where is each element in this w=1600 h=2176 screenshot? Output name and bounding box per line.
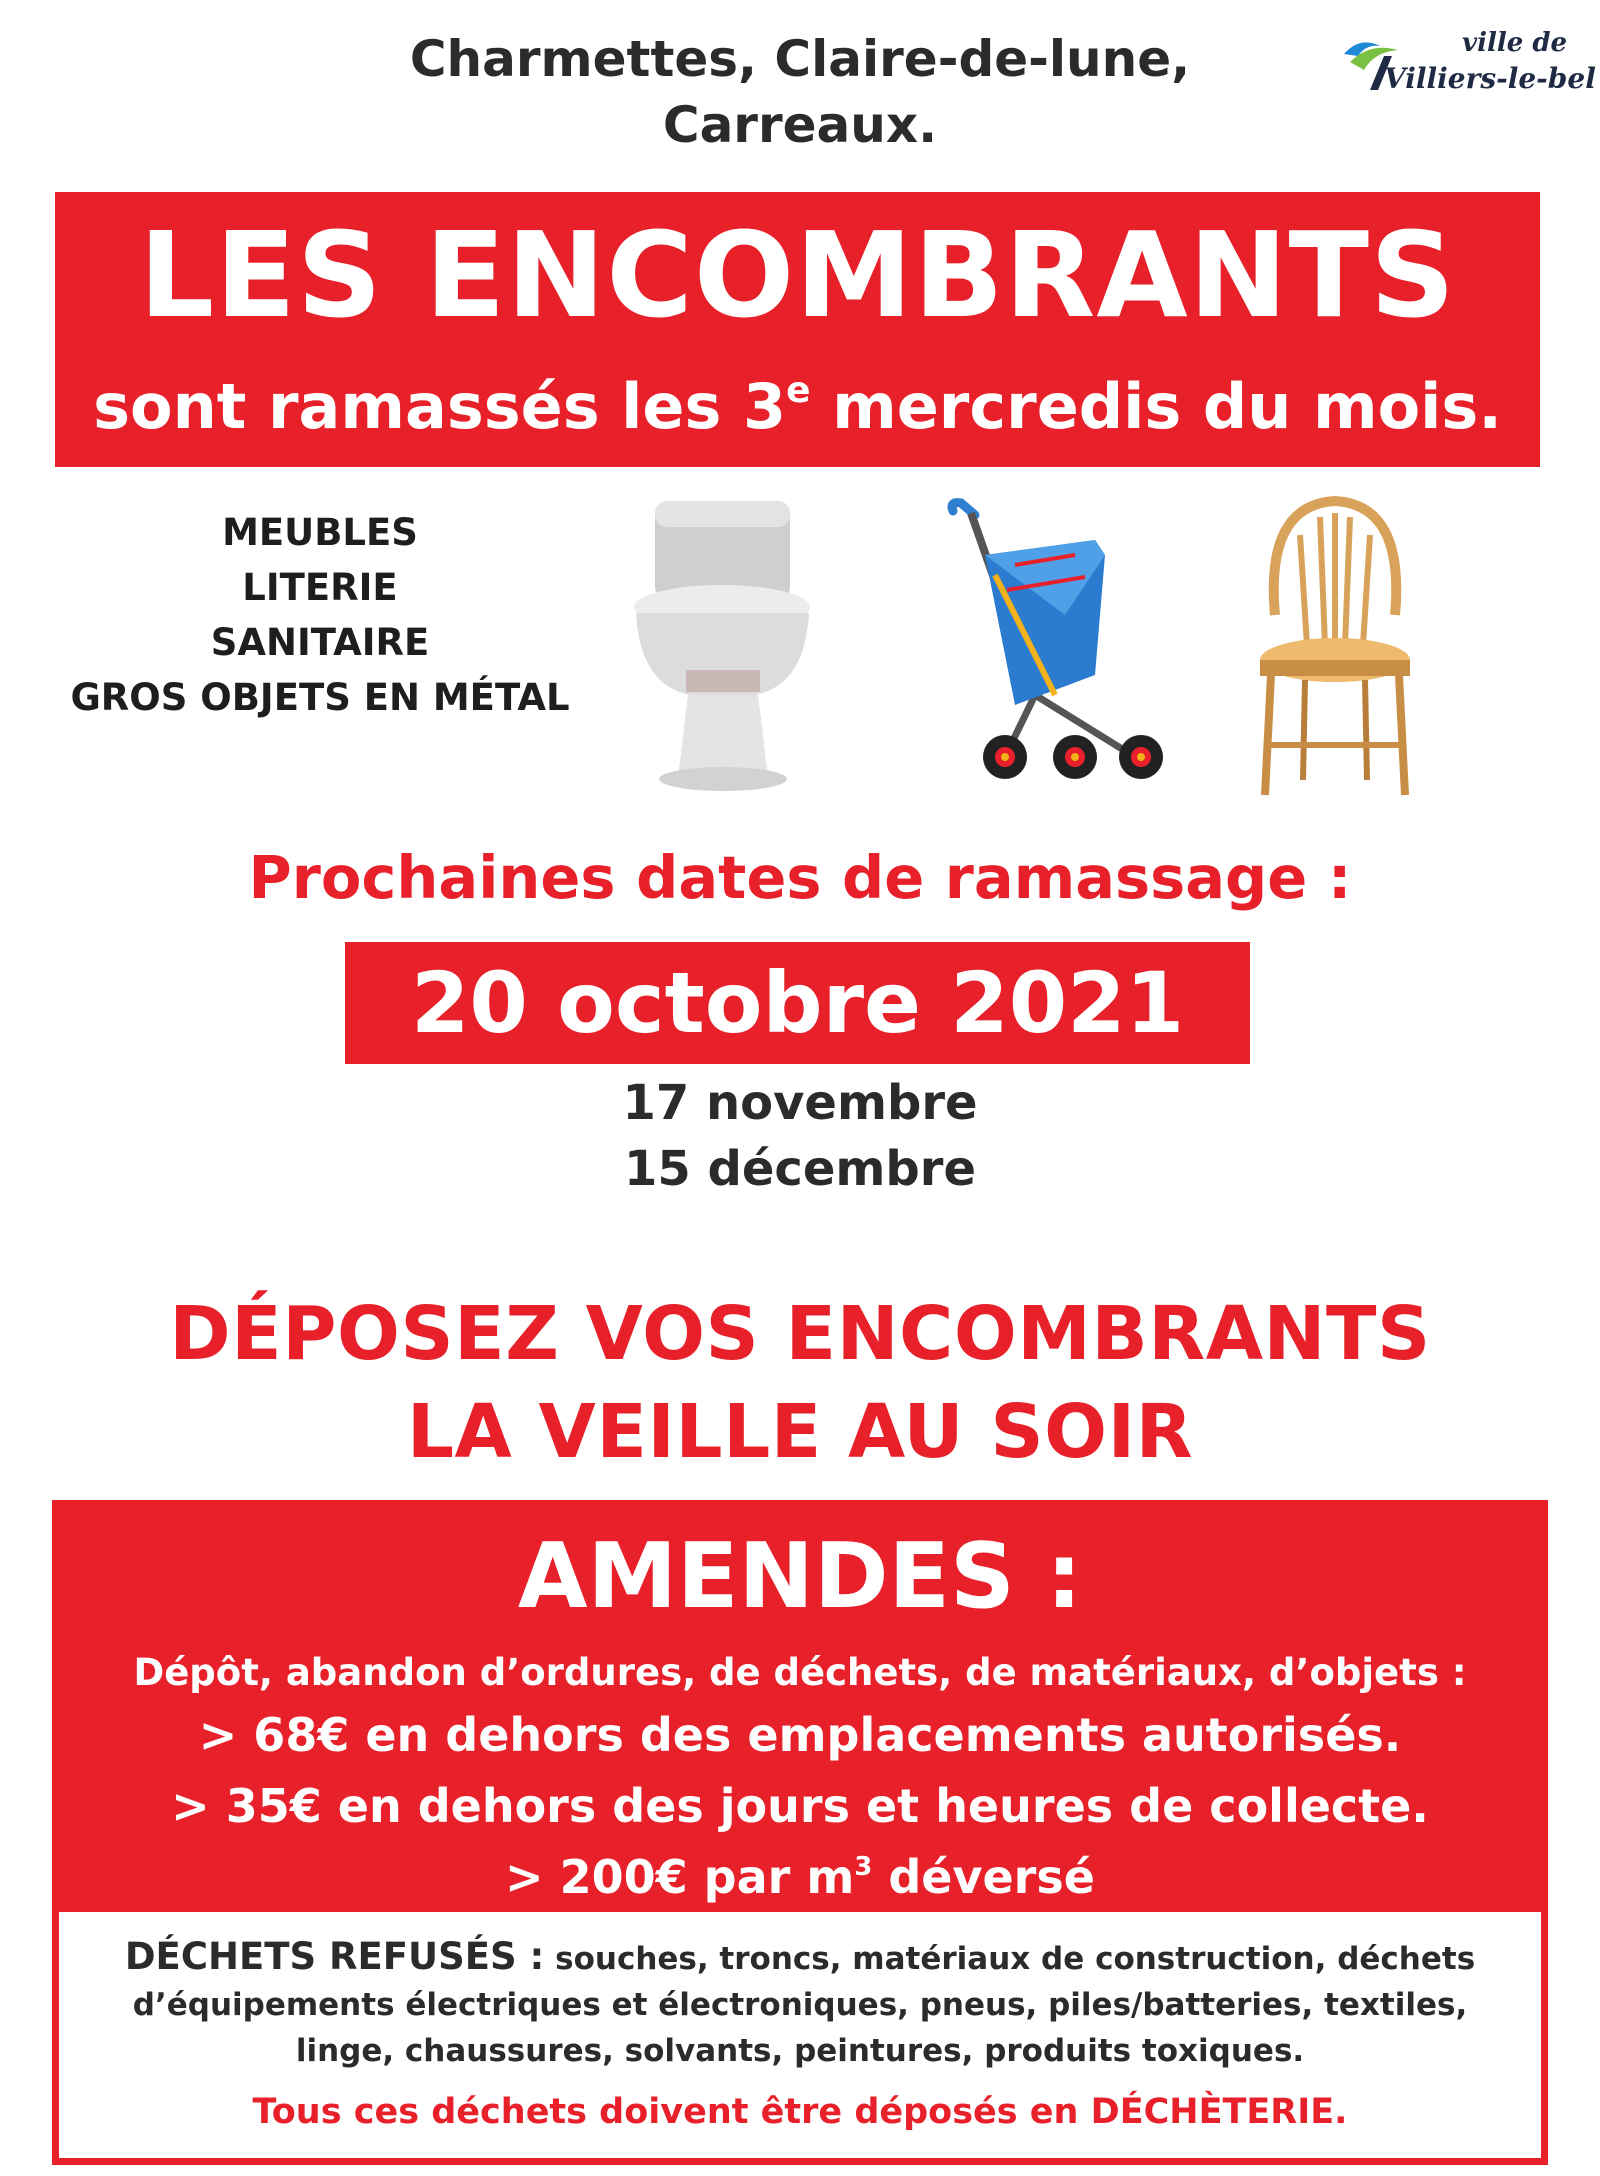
fine-item-3-before: > 200€ par m bbox=[505, 1850, 855, 1904]
warning-line-2: LA VEILLE AU SOIR bbox=[406, 1389, 1194, 1475]
fines-title: AMENDES : bbox=[517, 1524, 1083, 1629]
warning-line-1: DÉPOSEZ VOS ENCOMBRANTS bbox=[169, 1291, 1431, 1377]
category-item: SANITAIRE bbox=[210, 621, 430, 664]
toilet-icon bbox=[630, 495, 815, 795]
refused-note-before: Tous ces déchets doivent être déposés en bbox=[252, 2092, 1091, 2132]
stroller-icon bbox=[945, 495, 1170, 795]
chair-icon bbox=[1255, 495, 1415, 805]
fine-item-3-sup: 3 bbox=[854, 1852, 873, 1882]
refused-note bbox=[59, 2088, 1541, 2136]
fine-item: > 68€ en dehors des emplacements autorisés. bbox=[198, 1708, 1402, 1762]
subtitle-before: sont ramassés les 3 bbox=[93, 370, 787, 443]
subtitle-sup: e bbox=[786, 370, 811, 411]
fines-box bbox=[52, 1500, 1548, 2165]
fine-item: > 35€ en dehors des jours et heures de collecte. bbox=[171, 1779, 1429, 1833]
refused-waste-box bbox=[59, 1912, 1541, 2158]
other-dates bbox=[0, 1070, 1600, 1202]
logo-ville-text: ville de bbox=[1462, 28, 1568, 58]
title-banner bbox=[55, 192, 1540, 467]
refused-waste-text bbox=[89, 1934, 1511, 2074]
fine-item bbox=[52, 1842, 1548, 1913]
fine-item-3-after: déversé bbox=[872, 1850, 1095, 1904]
category-item: LITERIE bbox=[242, 566, 398, 609]
fines-intro: Dépôt, abandon d’ordures, de déchets, de matériaux, d’objets : bbox=[133, 1651, 1467, 1694]
logo-name-text: Villiers-le-bel bbox=[1384, 62, 1596, 95]
next-dates-heading: Prochaines dates de ramassage : bbox=[248, 843, 1352, 912]
subtitle bbox=[55, 370, 1540, 444]
main-title: LES ENCOMBRANTS bbox=[139, 206, 1456, 344]
categories-list bbox=[40, 505, 600, 725]
fines-list bbox=[52, 1700, 1548, 1913]
refused-note-strong: DÉCHÈTERIE. bbox=[1090, 2092, 1348, 2132]
refused-list: souches, troncs, matériaux de construction, déchets d’équipements électriques et électroniques, pneus, piles/batteries, textiles, linge, chaussures, solvants, peintures, produits toxiques. bbox=[132, 1941, 1476, 2069]
city-logo bbox=[1340, 28, 1596, 108]
location-line-1: Charmettes, Claire-de-lune, bbox=[409, 30, 1191, 88]
category-item: GROS OBJETS EN MÉTAL bbox=[70, 676, 570, 719]
location-line-2: Carreaux. bbox=[662, 96, 938, 154]
main-date-box bbox=[345, 942, 1250, 1064]
main-date: 20 octobre 2021 bbox=[410, 954, 1185, 1052]
other-date: 17 novembre bbox=[622, 1075, 978, 1131]
refused-label: DÉCHETS REFUSÉS : bbox=[124, 1935, 545, 1978]
category-item: MEUBLES bbox=[222, 511, 418, 554]
deposit-warning bbox=[0, 1285, 1600, 1481]
other-date: 15 décembre bbox=[623, 1141, 977, 1197]
subtitle-after: mercredis du mois. bbox=[810, 370, 1502, 443]
